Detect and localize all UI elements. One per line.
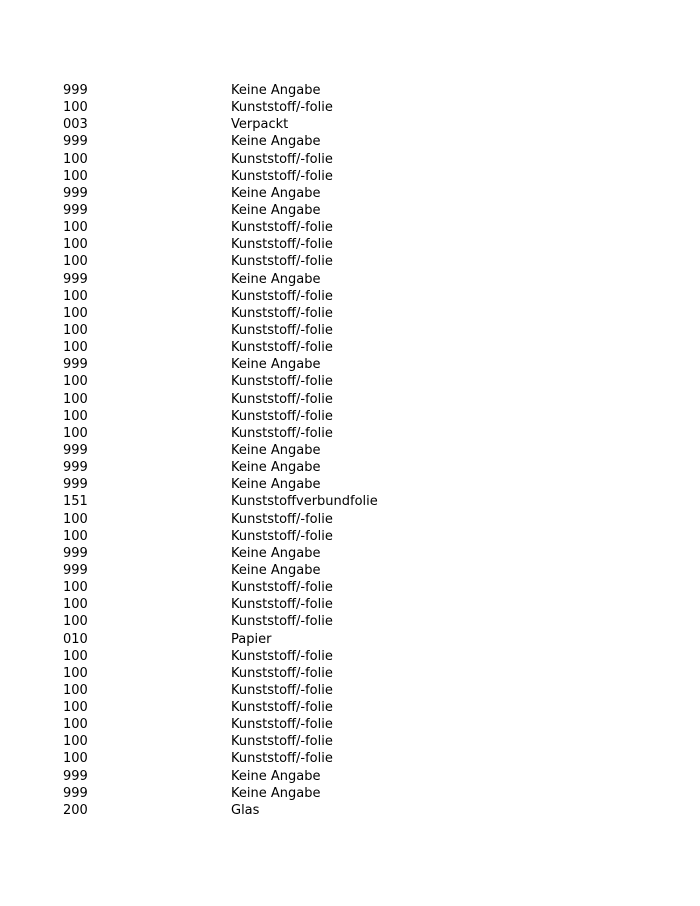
code-cell: 100 — [63, 168, 88, 184]
code-cell: 100 — [63, 322, 88, 338]
code-cell: 100 — [63, 305, 88, 321]
code-cell: 100 — [63, 682, 88, 698]
table-row — [63, 665, 463, 682]
table-row — [63, 442, 463, 459]
material-cell: Glas — [231, 802, 260, 818]
material-cell: Keine Angabe — [231, 185, 321, 201]
material-cell: Kunststoff/-folie — [231, 511, 333, 527]
material-cell: Kunststoff/-folie — [231, 374, 333, 390]
code-cell: 100 — [63, 288, 88, 304]
material-cell: Papier — [231, 631, 272, 647]
table-row — [63, 802, 463, 819]
material-cell: Keine Angabe — [231, 202, 321, 218]
material-cell: Kunststoff/-folie — [231, 220, 333, 236]
table-row — [63, 733, 463, 750]
table-row — [63, 545, 463, 562]
code-cell: 999 — [63, 83, 88, 98]
code-cell: 999 — [63, 562, 88, 578]
table-row — [63, 236, 463, 253]
material-cell: Keine Angabe — [231, 562, 321, 578]
code-cell: 999 — [63, 134, 88, 150]
table-row — [63, 613, 463, 630]
material-cell: Kunststoffverbundfolie — [231, 494, 378, 510]
code-cell: 100 — [63, 391, 88, 407]
code-cell: 100 — [63, 580, 88, 596]
table-row — [63, 82, 463, 99]
table-row — [63, 699, 463, 716]
code-cell: 100 — [63, 751, 88, 767]
material-cell: Kunststoff/-folie — [231, 408, 333, 424]
table-row — [63, 202, 463, 219]
code-cell: 100 — [63, 528, 88, 544]
table-row — [63, 391, 463, 408]
table-row — [63, 322, 463, 339]
material-cell: Kunststoff/-folie — [231, 734, 333, 750]
material-cell: Keine Angabe — [231, 134, 321, 150]
table-row — [63, 408, 463, 425]
material-cell: Kunststoff/-folie — [231, 237, 333, 253]
table-row — [63, 339, 463, 356]
material-cell: Kunststoff/-folie — [231, 151, 333, 167]
material-cell: Kunststoff/-folie — [231, 288, 333, 304]
material-cell: Keine Angabe — [231, 442, 321, 458]
code-cell: 100 — [63, 597, 88, 613]
code-cell: 999 — [63, 202, 88, 218]
material-cell: Kunststoff/-folie — [231, 682, 333, 698]
table-row — [63, 768, 463, 785]
code-cell: 999 — [63, 477, 88, 493]
code-cell: 100 — [63, 374, 88, 390]
code-cell: 100 — [63, 648, 88, 664]
code-cell: 100 — [63, 511, 88, 527]
table-row — [63, 682, 463, 699]
table-row — [63, 373, 463, 390]
code-cell: 100 — [63, 237, 88, 253]
table-row — [63, 271, 463, 288]
material-cell: Kunststoff/-folie — [231, 425, 333, 441]
code-cell: 999 — [63, 185, 88, 201]
code-cell: 999 — [63, 785, 88, 801]
table-row — [63, 785, 463, 802]
code-cell: 100 — [63, 734, 88, 750]
material-cell: Kunststoff/-folie — [231, 580, 333, 596]
code-cell: 999 — [63, 271, 88, 287]
code-cell: 999 — [63, 768, 88, 784]
code-cell: 999 — [63, 460, 88, 476]
material-cell: Keine Angabe — [231, 785, 321, 801]
material-cell: Kunststoff/-folie — [231, 751, 333, 767]
code-cell: 100 — [63, 408, 88, 424]
table-row — [63, 305, 463, 322]
material-cell: Kunststoff/-folie — [231, 614, 333, 630]
code-cell: 100 — [63, 717, 88, 733]
table-row — [63, 493, 463, 510]
material-cell: Kunststoff/-folie — [231, 717, 333, 733]
table-row — [63, 356, 463, 373]
table-row — [63, 253, 463, 270]
code-cell: 100 — [63, 254, 88, 270]
code-cell: 151 — [63, 494, 88, 510]
table-row — [63, 288, 463, 305]
material-cell: Kunststoff/-folie — [231, 305, 333, 321]
code-cell: 100 — [63, 614, 88, 630]
table-row — [63, 151, 463, 168]
table-row — [63, 716, 463, 733]
code-cell: 200 — [63, 802, 88, 818]
material-cell: Keine Angabe — [231, 460, 321, 476]
table-row — [63, 579, 463, 596]
material-cell: Keine Angabe — [231, 768, 321, 784]
code-cell: 003 — [63, 117, 88, 133]
code-cell: 100 — [63, 340, 88, 356]
material-cell: Kunststoff/-folie — [231, 665, 333, 681]
table-row — [63, 750, 463, 767]
code-cell: 999 — [63, 545, 88, 561]
material-code-table — [63, 82, 463, 819]
material-cell: Keine Angabe — [231, 477, 321, 493]
material-cell: Kunststoff/-folie — [231, 648, 333, 664]
table-row — [63, 219, 463, 236]
material-cell: Verpackt — [231, 117, 289, 133]
material-cell: Kunststoff/-folie — [231, 322, 333, 338]
code-cell: 100 — [63, 425, 88, 441]
table-row — [63, 528, 463, 545]
table-row — [63, 648, 463, 665]
table-row — [63, 168, 463, 185]
table-row — [63, 99, 463, 116]
table-row — [63, 596, 463, 613]
code-cell: 100 — [63, 151, 88, 167]
code-cell: 100 — [63, 220, 88, 236]
material-cell: Kunststoff/-folie — [231, 168, 333, 184]
table-row — [63, 476, 463, 493]
table-row — [63, 631, 463, 648]
table-row — [63, 116, 463, 133]
material-cell: Keine Angabe — [231, 357, 321, 373]
code-cell: 100 — [63, 665, 88, 681]
code-cell: 010 — [63, 631, 88, 647]
material-cell: Kunststoff/-folie — [231, 391, 333, 407]
material-cell: Kunststoff/-folie — [231, 700, 333, 716]
table-row — [63, 562, 463, 579]
material-cell: Kunststoff/-folie — [231, 100, 333, 116]
material-cell: Kunststoff/-folie — [231, 254, 333, 270]
code-cell: 999 — [63, 442, 88, 458]
table-row — [63, 459, 463, 476]
table-row — [63, 133, 463, 150]
material-cell: Kunststoff/-folie — [231, 597, 333, 613]
material-cell: Kunststoff/-folie — [231, 340, 333, 356]
table-row — [63, 425, 463, 442]
code-cell: 999 — [63, 357, 88, 373]
table-row — [63, 511, 463, 528]
material-cell: Keine Angabe — [231, 83, 321, 98]
code-cell: 100 — [63, 700, 88, 716]
material-cell: Keine Angabe — [231, 545, 321, 561]
material-cell: Keine Angabe — [231, 271, 321, 287]
code-cell: 100 — [63, 100, 88, 116]
table-row — [63, 185, 463, 202]
material-cell: Kunststoff/-folie — [231, 528, 333, 544]
